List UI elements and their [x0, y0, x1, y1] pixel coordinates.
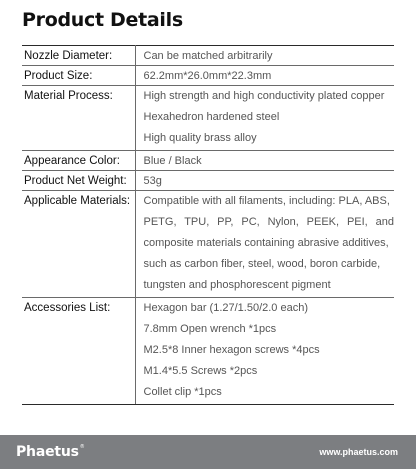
- table-row-appearance-color: [22, 151, 394, 171]
- value-line: 62.2mm*26.0mm*22.3mm: [143, 70, 272, 82]
- table-row-net-weight: [22, 171, 394, 191]
- table-row-accessories-list: [22, 298, 394, 405]
- row-label: Nozzle Diameter:: [22, 46, 135, 66]
- product-details-table: [22, 45, 394, 405]
- value-line: Can be matched arbitrarily: [143, 50, 273, 62]
- row-value: [135, 66, 394, 86]
- row-value: [135, 151, 394, 171]
- value-line: such as carbon fiber, steel, wood, boron carbide,: [143, 258, 381, 270]
- value-line: tungsten and phosphorescent pigment: [143, 279, 331, 291]
- value-line: High strength and high conductivity plated copper: [143, 90, 385, 102]
- value-line: M1.4*5.5 Screws *2pcs: [143, 365, 258, 377]
- registered-mark: ®: [79, 444, 85, 450]
- value-line: Blue / Black: [143, 155, 202, 167]
- brand-logo: [16, 444, 85, 460]
- row-value: [135, 298, 394, 405]
- table-row-product-size: [22, 66, 394, 86]
- value-line: 7.8mm Open wrench *1pcs: [143, 323, 277, 335]
- row-label: Material Process:: [22, 86, 135, 151]
- row-value: [135, 191, 394, 298]
- row-label: Product Net Weight:: [22, 171, 135, 191]
- row-label: Accessories List:: [22, 298, 135, 405]
- brand-name: Phaetus: [16, 444, 79, 460]
- row-label: Applicable Materials:: [22, 191, 135, 298]
- row-value: [135, 46, 394, 66]
- value-line: composite materials containing abrasive additives,: [143, 237, 389, 249]
- website-url: www.phaetus.com: [319, 447, 398, 457]
- value-line: Hexagon bar (1.27/1.50/2.0 each): [143, 302, 309, 314]
- value-line: Compatible with all filaments, including: PLA, ABS,: [143, 195, 390, 207]
- value-line: M2.5*8 Inner hexagon screws *4pcs: [143, 344, 320, 356]
- table-row-material-process: [22, 86, 394, 151]
- value-line: PETG, TPU, PP, PC, Nylon, PEEK, PEI, and: [143, 216, 394, 228]
- footer-bar: [0, 435, 416, 469]
- value-line: Hexahedron hardened steel: [143, 111, 280, 123]
- value-line: Collet clip *1pcs: [143, 386, 222, 398]
- row-label: Product Size:: [22, 66, 135, 86]
- row-label: Appearance Color:: [22, 151, 135, 171]
- page-title: Product Details: [22, 9, 183, 31]
- table-row-applicable-materials: [22, 191, 394, 298]
- row-value: [135, 86, 394, 151]
- value-line: 53g: [143, 175, 162, 187]
- table-row-nozzle-diameter: [22, 46, 394, 66]
- row-value: [135, 171, 394, 191]
- value-line: High quality brass alloy: [143, 132, 257, 144]
